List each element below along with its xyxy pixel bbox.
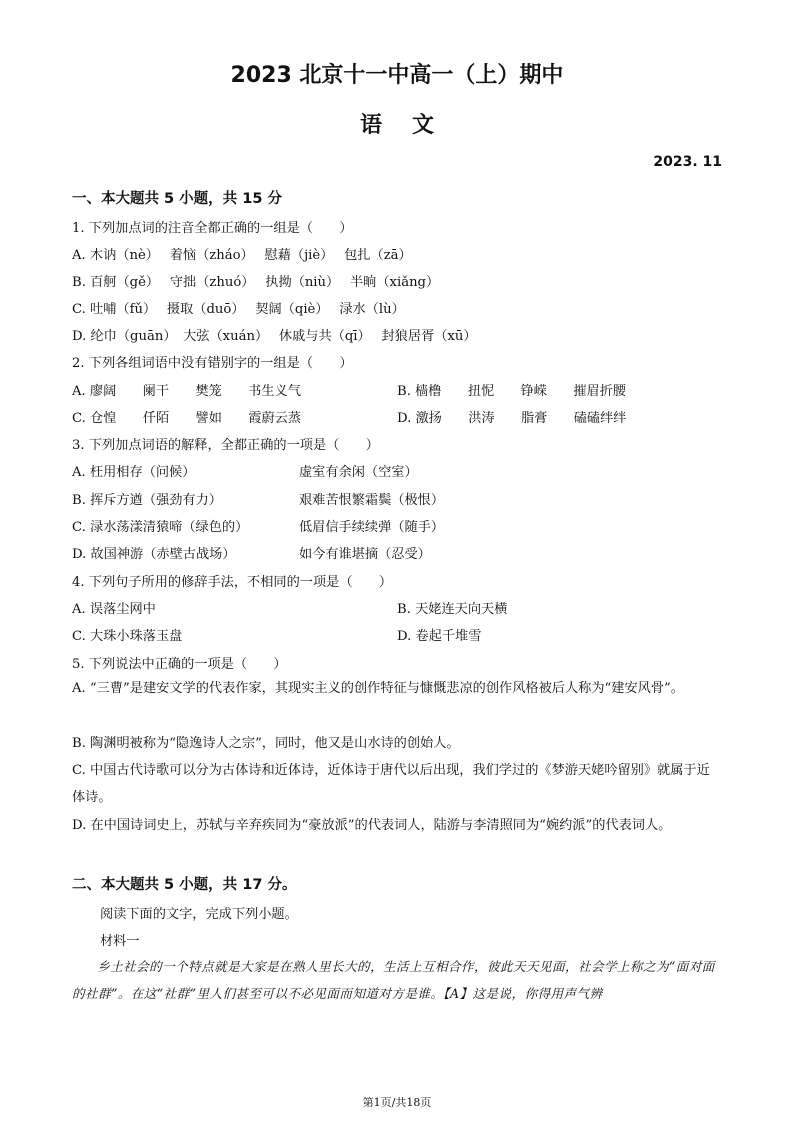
q3-stem: 3. 下列加点词语的解释，全都正确的一项是（ ） xyxy=(72,438,379,453)
q5-option-a: A. “三曹”是建安文学的代表作家，其现实主义的创作特征与慷慨悲凉的创作风格被后人称为“建安风骨”。 xyxy=(72,681,684,696)
q3-option-b-2: 艰难苦恨繁霜鬓（极恨） xyxy=(299,493,445,508)
q5-option-b: B. 陶渊明被称为“隐逸诗人之宗”，同时，他又是山水诗的创始人。 xyxy=(72,736,460,751)
q3-option-a-1: A. 枉用相存（问候） xyxy=(72,465,196,480)
subject-heading: 语文 xyxy=(359,113,464,138)
q3-option-c-1: C. 渌水荡漾清猿啼（绿色的） xyxy=(72,520,249,535)
reading-passage: 乡土社会的一个特点就是大家是在熟人里长大的，生活上互相合作，彼此天天见面，社会学上称之为“面对面的社群”。在这“社群”里人们甚至可以不必见面而知道对方是谁。【A】这是说，你得用声气辨 xyxy=(72,959,715,1001)
q2-option-a: A. 廖阔 阑干 樊笼 书生义气 xyxy=(72,384,301,399)
material-label: 材料一 xyxy=(100,934,140,949)
q1-option-b: B. 百舸（gě） 守拙（zhuó） 执拗（niù） 半晌（xiǎng） xyxy=(72,275,440,290)
q2-option-d: D. 激扬 洪涛 脂膏 磕磕绊绊 xyxy=(397,411,627,426)
q5-option-d: D. 在中国诗词史上，苏轼与辛弃疾同为“豪放派”的代表词人，陆游与李清照同为“婉约派”的代表词人。 xyxy=(72,818,672,833)
q2-option-b: B. 樯橹 扭怩 铮嵘 摧眉折腰 xyxy=(397,384,627,399)
q3-option-d-2: 如今有谁堪摘（忍受） xyxy=(299,547,431,562)
q3-option-b-1: B. 挥斥方遒（强劲有力） xyxy=(72,493,222,508)
section-2-heading: 二、本大题共 5 小题，共 17 分。 xyxy=(72,877,297,893)
exam-title: 2023 北京十一中高一（上）期中 xyxy=(230,63,564,88)
q4-option-d: D. 卷起千堆雪 xyxy=(397,629,482,644)
q4-option-b: B. 天姥连天向天横 xyxy=(397,602,508,617)
q1-option-c: C. 吐哺（fǔ） 摄取（duō） 契阔（qiè） 渌水（lù） xyxy=(72,302,405,317)
page-number: 第1页/共18页 xyxy=(362,1096,432,1109)
q1-option-a: A. 木讷（nè） 着恼（zháo） 慰藉（jiè） 包扎（zā） xyxy=(72,248,412,263)
q3-option-a-2: 虚室有余闲（空室） xyxy=(299,465,418,480)
q1-option-d: D. 纶巾（guān） 大弦（xuán） 休戚与共（qī） 封狼居胥（xū） xyxy=(72,329,477,344)
q3-option-d-1: D. 故国神游（赤壁古战场） xyxy=(72,547,236,562)
exam-date: 2023. 11 xyxy=(653,154,722,170)
reading-instruction: 阅读下面的文字，完成下列小题。 xyxy=(100,907,298,922)
q4-stem: 4. 下列句子所用的修辞手法，不相同的一项是（ ） xyxy=(72,575,393,590)
q5-stem: 5. 下列说法中正确的一项是（ ） xyxy=(72,657,287,672)
q3-option-c-2: 低眉信手续续弹（随手） xyxy=(299,520,445,535)
q5-option-c: C. 中国古代诗歌可以分为古体诗和近体诗，近体诗于唐代以后出现，我们学过的《梦游天姥吟留别》就属于近体诗。 xyxy=(72,763,710,805)
q1-stem: 1. 下列加点词的注音全都正确的一组是（ ） xyxy=(72,221,353,236)
section-1-heading: 一、本大题共 5 小题，共 15 分 xyxy=(72,191,282,207)
q2-stem: 2. 下列各组词语中没有错别字的一组是（ ） xyxy=(72,356,353,371)
q4-option-c: C. 大珠小珠落玉盘 xyxy=(72,629,183,644)
q4-option-a: A. 误落尘网中 xyxy=(72,602,156,617)
q2-option-c: C. 仓惶 仟陌 譬如 霞蔚云蒸 xyxy=(72,411,302,426)
